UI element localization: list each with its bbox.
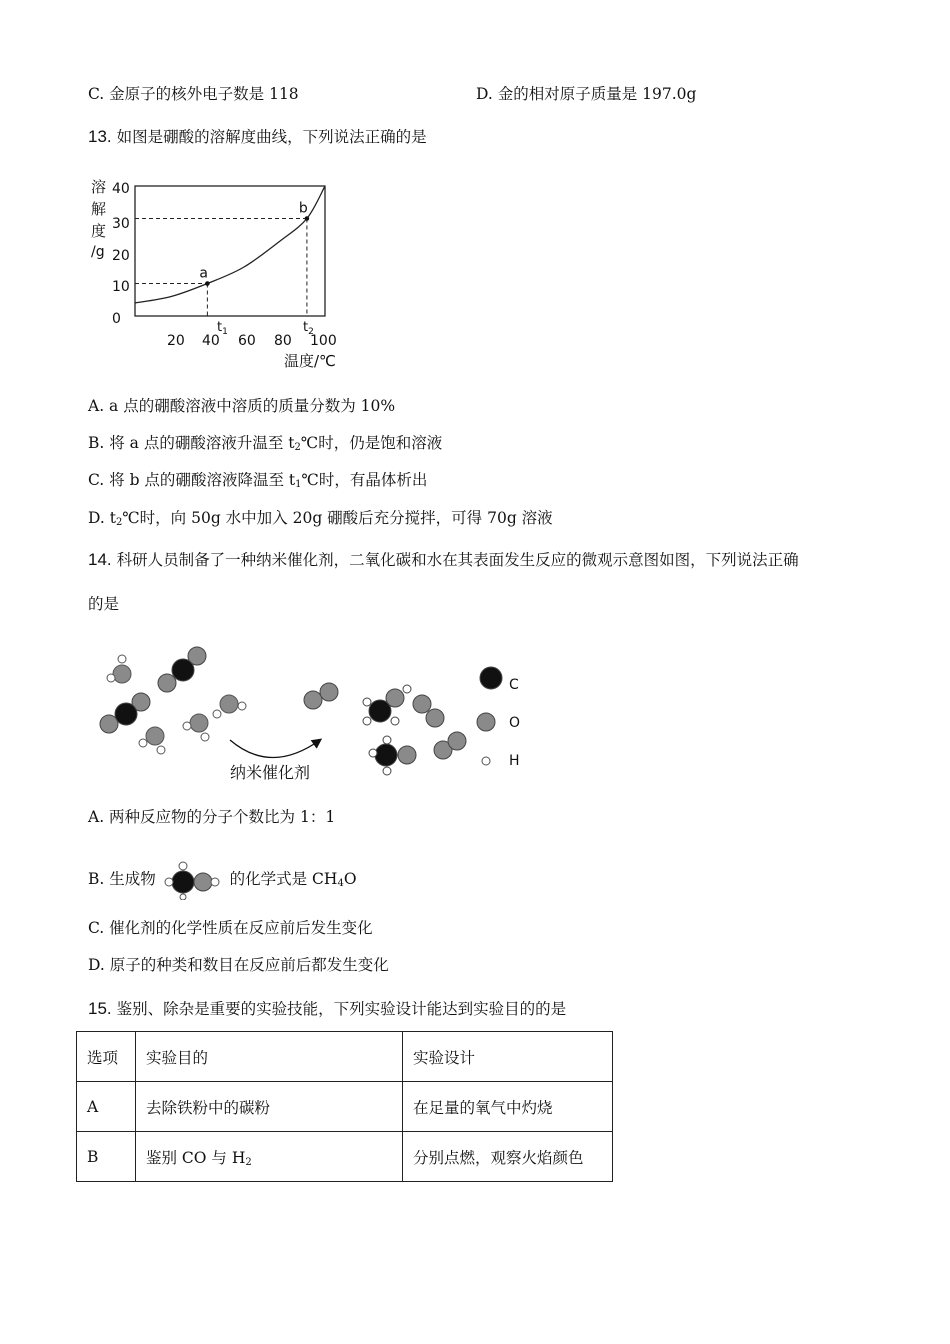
q13-stem-text: 如图是硼酸的溶解度曲线，下列说法正确的是 <box>116 128 427 146</box>
q13-option-c: C. 将 b 点的硼酸溶液降温至 $t_1℃$时，有晶体析出 <box>88 471 428 490</box>
chart-frame <box>135 186 325 316</box>
chart-xtick: 80 <box>274 333 292 349</box>
legend-hydrogen <box>482 753 520 769</box>
water-molecule <box>139 727 165 754</box>
chart-xtick: 40 <box>202 333 220 349</box>
point-label-b: b <box>298 200 308 217</box>
legend-carbon <box>480 667 519 693</box>
q13-option-a: A. a 点的硼酸溶液中溶质的质量分数为 10% <box>88 397 396 415</box>
chart-xlabel: 温度/℃ <box>284 352 336 370</box>
point-b <box>305 216 310 221</box>
q14-option-c: C. 催化剂的化学性质在反应前后发生变化 <box>88 919 373 937</box>
chart-ylabel-char: 度 <box>91 222 107 240</box>
svg-text:H: H <box>509 753 520 769</box>
q14-stem-line2: 的是 <box>88 595 120 613</box>
q12-option-c: C. 金原子的核外电子数是 118 <box>88 85 299 103</box>
chart-ylabel-char: 解 <box>91 200 107 218</box>
q13-option-b: B. 将 a 点的硼酸溶液升温至 $t_2℃$时，仍是饱和溶液 <box>88 434 443 453</box>
chart-ylabel-char: 溶 <box>91 178 107 196</box>
chart-xtick: 100 <box>310 333 337 349</box>
water-molecule <box>107 655 131 683</box>
chart-ytick: 30 <box>112 216 130 232</box>
table-cell: 分别点燃，观察火焰颜色 <box>403 1132 613 1182</box>
chart-t1-label: $t_1$ <box>217 320 228 337</box>
q12-option-d: D. 金的相对原子质量是 197.0g <box>476 85 697 103</box>
chart-ytick: 40 <box>112 181 130 197</box>
table-cell: 在足量的氧气中灼烧 <box>403 1082 613 1132</box>
catalyst-label: 纳米催化剂 <box>230 763 311 782</box>
q15-number: 15. <box>88 999 112 1018</box>
svg-text:O: O <box>509 715 521 731</box>
table-row <box>77 1082 613 1132</box>
chart-xtick: 20 <box>167 333 185 349</box>
q14-stem-text: 科研人员制备了一种纳米催化剂，二氧化碳和水在其表面发生反应的微观示意图如图，下列说法正确 <box>116 551 799 569</box>
legend-oxygen <box>477 713 520 731</box>
ch4o-molecule-inline <box>163 860 223 900</box>
reaction-diagram <box>95 640 535 785</box>
q15-stem-text: 鉴别、除杂是重要的实验技能，下列实验设计能达到实验目的的是 <box>116 1000 567 1018</box>
table-header-cell: 实验目的 <box>136 1032 403 1082</box>
co2-molecule <box>158 647 206 692</box>
table-cell: 鉴别 CO 与 $H_2$ <box>136 1132 403 1182</box>
table-cell: A <box>77 1082 136 1132</box>
q14-number: 14. <box>88 550 112 569</box>
ch4o-molecule <box>369 736 416 775</box>
q14-option-d: D. 原子的种类和数目在反应前后都发生变化 <box>88 956 389 974</box>
chart-ylabel-char: /g <box>91 244 105 260</box>
table-cell: 去除铁粉中的碳粉 <box>136 1082 403 1132</box>
chart-ytick: 10 <box>112 279 130 295</box>
q13-number: 13. <box>88 127 112 146</box>
table-header-cell: 实验设计 <box>403 1032 613 1082</box>
q14-option-a: A. 两种反应物的分子个数比为 1：1 <box>88 808 336 826</box>
point-a <box>205 281 210 286</box>
chart-ytick: 20 <box>112 248 130 264</box>
experiment-table <box>76 1031 613 1182</box>
q15-stem <box>88 997 566 1019</box>
table-cell: B <box>77 1132 136 1182</box>
o2-molecule <box>434 732 466 759</box>
ch4o-molecule <box>363 685 411 725</box>
point-label-a: a <box>199 265 208 282</box>
solubility-curve <box>135 186 325 303</box>
q14-option-b: B. 生成物 的化学式是 $CH_4O$ <box>88 860 357 900</box>
solubility-chart <box>84 172 354 372</box>
svg-text:C: C <box>509 677 519 693</box>
o2-molecule <box>413 695 444 727</box>
water-molecule <box>213 695 246 718</box>
chart-xtick: 60 <box>238 333 256 349</box>
table-header-cell: 选项 <box>77 1032 136 1082</box>
o2-molecule <box>304 683 338 709</box>
q13-option-d: D. $t_2℃$时，向 50g 水中加入 20g 硼酸后充分搅拌，可得 70g 溶液 <box>88 509 553 528</box>
chart-ytick: 0 <box>112 311 121 327</box>
co2-molecule <box>100 693 150 733</box>
table-header-row <box>77 1032 613 1082</box>
q14-stem-line1 <box>88 548 799 570</box>
reaction-arrow <box>230 740 320 758</box>
chart-t2-label: $t_2$ <box>303 320 314 337</box>
q13-stem <box>88 125 427 147</box>
table-row <box>77 1132 613 1182</box>
water-molecule <box>183 714 209 741</box>
